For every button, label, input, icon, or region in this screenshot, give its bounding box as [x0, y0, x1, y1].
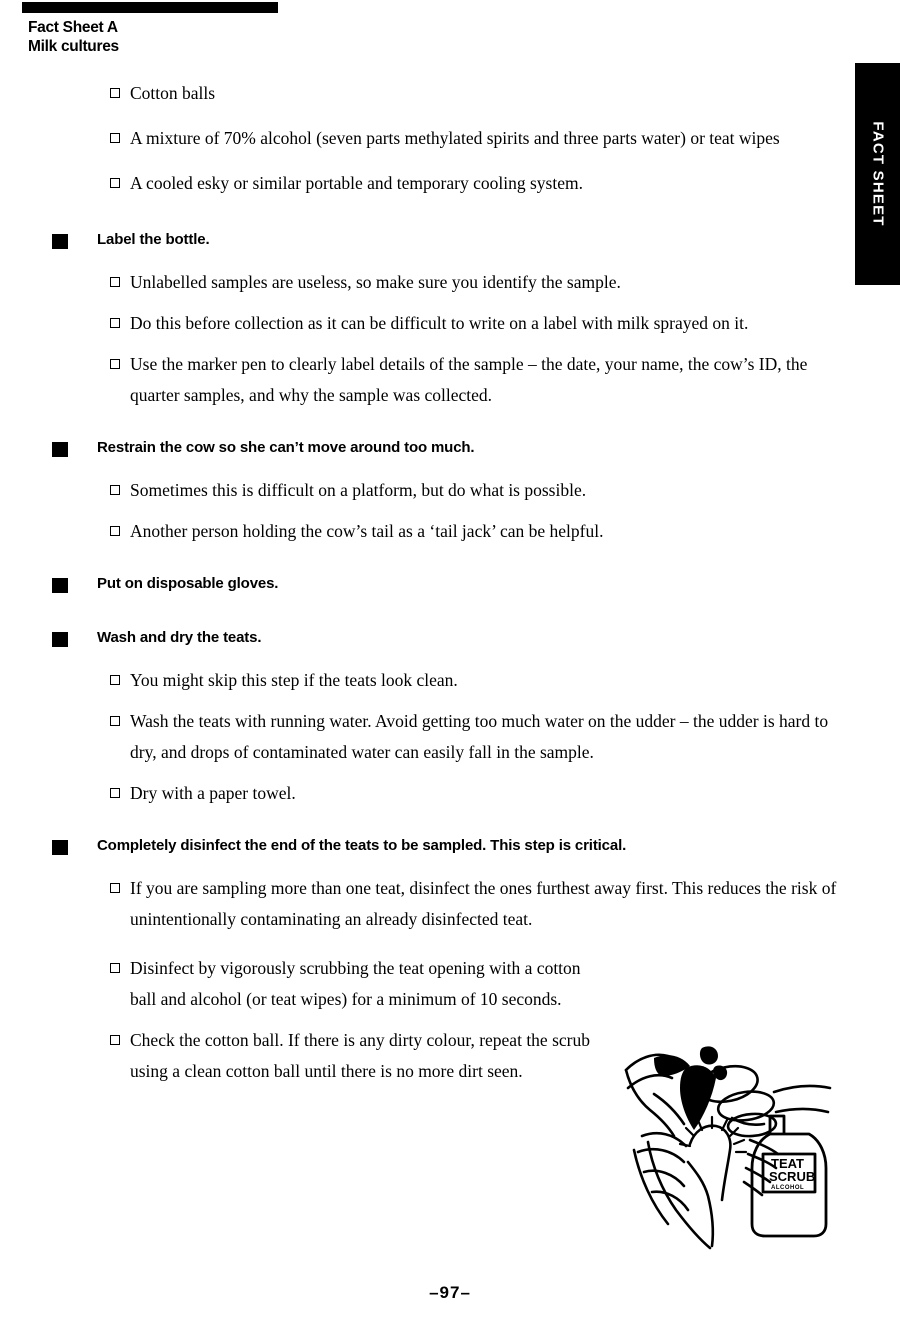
- list-item-text: Another person holding the cow’s tail as a ‘tail jack’ can be helpful.: [130, 521, 604, 541]
- page-number: –97–: [429, 1283, 471, 1302]
- teat-scrub-illustration: [624, 1032, 840, 1262]
- list-item: [0, 516, 900, 547]
- hollow-square-bullet-icon: [110, 178, 120, 188]
- masthead-title: Fact Sheet A: [28, 19, 118, 36]
- section-wash-and-dry: [0, 627, 900, 809]
- section-heading-text: Restrain the cow so she can’t move around too much.: [97, 439, 475, 456]
- list-item: [0, 706, 900, 768]
- list-item: [0, 308, 900, 339]
- section-heading: [0, 835, 900, 859]
- section-restrain-the-cow: [0, 437, 900, 547]
- list-item-text: A cooled esky or similar portable and temporary cooling system.: [130, 173, 583, 193]
- list-item: [0, 873, 900, 935]
- hollow-square-bullet-icon: [110, 318, 120, 328]
- section-heading-text: Label the bottle.: [97, 231, 210, 248]
- list-item: [0, 953, 900, 1015]
- hollow-square-bullet-icon: [110, 675, 120, 685]
- hollow-square-bullet-icon: [110, 277, 120, 287]
- filled-square-bullet-icon: [52, 840, 68, 855]
- list-item: [0, 123, 900, 154]
- list-item-text: Unlabelled samples are useless, so make sure you identify the sample.: [130, 272, 621, 292]
- hollow-square-bullet-icon: [110, 788, 120, 798]
- section-heading: [0, 573, 900, 597]
- hollow-square-bullet-icon: [110, 883, 120, 893]
- header-rule: [22, 2, 278, 13]
- hollow-square-bullet-icon: [110, 485, 120, 495]
- section-heading-text: Wash and dry the teats.: [97, 629, 262, 646]
- list-item: [0, 168, 900, 199]
- bottle-label-line1: TEAT: [771, 1156, 804, 1171]
- list-item: [0, 349, 900, 411]
- list-item-text: Dry with a paper towel.: [130, 783, 296, 803]
- list-item-text: A mixture of 70% alcohol (seven parts methylated spirits and three parts water) or teat wipes: [130, 128, 780, 148]
- section-heading: [0, 229, 900, 253]
- list-item-text: Check the cotton ball. If there is any dirty colour, repeat the scrub using a clean cotton ball until there is no more dirt seen.: [130, 1030, 590, 1081]
- section-put-on-gloves: [0, 573, 900, 597]
- list-item: [0, 267, 900, 298]
- filled-square-bullet-icon: [52, 442, 68, 457]
- list-item-text: Do this before collection as it can be difficult to write on a label with milk sprayed on it.: [130, 313, 749, 333]
- list-item-text: Disinfect by vigorously scrubbing the teat opening with a cotton ball and alcohol (or teat wipes) for a minimum of 10 seconds.: [130, 958, 581, 1009]
- list-item-text: Sometimes this is difficult on a platform, but do what is possible.: [130, 480, 587, 500]
- section-heading: [0, 627, 900, 651]
- section-label-the-bottle: [0, 229, 900, 411]
- filled-square-bullet-icon: [52, 234, 68, 249]
- side-tab-label: FACT SHEET: [869, 121, 886, 227]
- list-item: [0, 78, 900, 109]
- section-heading: [0, 437, 900, 461]
- hollow-square-bullet-icon: [110, 526, 120, 536]
- hollow-square-bullet-icon: [110, 716, 120, 726]
- list-item: [0, 665, 900, 696]
- hollow-square-bullet-icon: [110, 1035, 120, 1045]
- intro-bullet-list: [0, 78, 900, 199]
- list-item-text: Wash the teats with running water. Avoid getting too much water on the udder – the udder is hard to dry, and drops of contaminated water can easily fall in the sample.: [130, 711, 829, 762]
- section-heading-text: Put on disposable gloves.: [97, 575, 279, 592]
- bottle-label-line2: SCRUB: [769, 1169, 816, 1184]
- list-item-text: Cotton balls: [130, 83, 216, 103]
- list-item: [0, 778, 900, 809]
- filled-square-bullet-icon: [52, 578, 68, 593]
- list-item-text: You might skip this step if the teats look clean.: [130, 670, 458, 690]
- hollow-square-bullet-icon: [110, 359, 120, 369]
- bottle-label-line3: ALCOHOL: [771, 1185, 805, 1191]
- masthead-subtitle: Milk cultures: [28, 38, 119, 55]
- section-heading-text: Completely disinfect the end of the teats to be sampled. This step is critical.: [97, 837, 627, 854]
- hollow-square-bullet-icon: [110, 88, 120, 98]
- list-item-text: If you are sampling more than one teat, disinfect the ones furthest away first. This reduces the risk of unintentionally contaminating an already disinfected teat.: [130, 878, 837, 929]
- document-body: [0, 78, 900, 1087]
- list-item-text: Use the marker pen to clearly label details of the sample – the date, your name, the cow’s ID, the quarter samples, and why the sample was collected.: [130, 354, 808, 405]
- list-item: [0, 475, 900, 506]
- filled-square-bullet-icon: [52, 632, 68, 647]
- masthead: [28, 18, 119, 56]
- hollow-square-bullet-icon: [110, 963, 120, 973]
- hollow-square-bullet-icon: [110, 133, 120, 143]
